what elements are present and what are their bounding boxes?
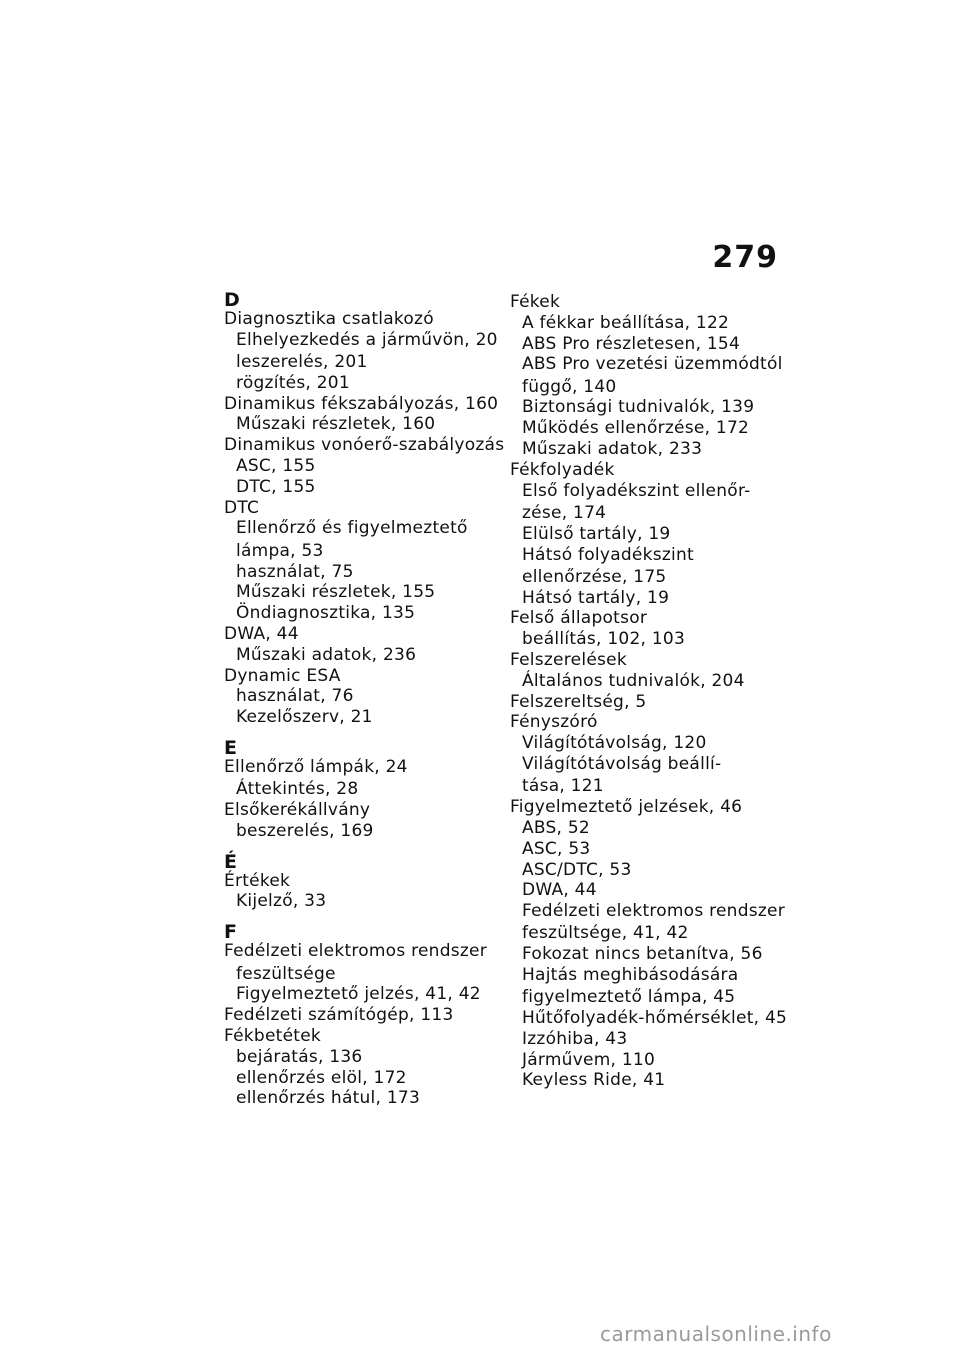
index-subentry: Áttekintés, 28	[236, 779, 359, 800]
index-entry: DWA, 44	[224, 623, 299, 644]
index-subentry: Első folyadékszint ellenőr-	[522, 480, 751, 501]
index-entry: Fedélzeti számítógép, 113	[224, 1005, 454, 1026]
index-subentry: zése, 174	[522, 502, 607, 523]
index-entry: Fékek	[510, 292, 561, 312]
index-letter-heading: F	[224, 921, 237, 944]
index-subentry: Műszaki adatok, 236	[236, 644, 417, 665]
index-subentry: Kijelző, 33	[236, 891, 327, 912]
index-subentry: DWA, 44	[522, 880, 597, 901]
index-entry: Felszereltség, 5	[510, 691, 647, 712]
watermark-text: carmanualsonline.info	[600, 1322, 832, 1346]
index-entry: Elsőkerékállvány	[224, 800, 371, 821]
index-entry: Dynamic ESA	[224, 665, 341, 686]
index-subentry: Fedélzeti elektromos rendszer	[522, 901, 785, 922]
index-subentry: ASC/DTC, 53	[522, 859, 632, 880]
index-subentry: leszerelés, 201	[236, 352, 368, 373]
index-subentry: Működés ellenőrzése, 172	[522, 418, 750, 439]
index-subentry: ellenőrzése, 175	[522, 566, 667, 587]
index-subentry: feszültsége	[236, 963, 336, 984]
index-subentry: Elhelyezkedés a járművön, 20	[236, 329, 498, 350]
page-number: 279	[712, 240, 778, 275]
index-letter-heading: E	[224, 736, 237, 759]
index-subentry: Műszaki adatok, 233	[522, 439, 703, 460]
index-subentry: Ellenőrző és figyelmeztető	[236, 518, 468, 539]
index-subentry: Járművem, 110	[522, 1049, 656, 1070]
index-column-right	[510, 292, 795, 1091]
index-subentry: ellenőrzés elöl, 172	[236, 1067, 407, 1088]
index-entry: Dinamikus vonóerő-szabályozás	[224, 435, 505, 456]
index-subentry: Műszaki részletek, 155	[236, 582, 436, 603]
index-subentry: lámpa, 53	[236, 540, 324, 561]
index-entry: Fedélzeti elektromos rendszer	[224, 941, 487, 962]
index-subentry: Fokozat nincs betanítva, 56	[522, 944, 763, 965]
index-subentry: tása, 121	[522, 776, 604, 797]
index-subentry: használat, 75	[236, 561, 354, 582]
index-subentry: Figyelmeztető jelzés, 41, 42	[236, 984, 481, 1005]
index-entry: Értékek	[224, 870, 291, 891]
index-subentry: Világítótávolság beállí-	[522, 754, 722, 775]
index-subentry: használat, 76	[236, 686, 354, 707]
index-subentry: ASC, 155	[236, 456, 316, 477]
index-subentry: ABS Pro vezetési üzemmódtól	[522, 354, 783, 375]
index-entry: Felső állapotsor	[510, 608, 648, 629]
section-spacer	[224, 728, 509, 740]
index-subentry: Kezelőszerv, 21	[236, 707, 373, 728]
index-subentry: ASC, 53	[522, 838, 591, 859]
index-subentry: ellenőrzés hátul, 173	[236, 1088, 421, 1109]
index-subentry: feszültsége, 41, 42	[522, 923, 689, 944]
index-subentry: Hátsó tartály, 19	[522, 587, 670, 608]
section-spacer	[224, 842, 509, 854]
index-entry: Fékbetétek	[224, 1025, 321, 1046]
index-entry: Ellenőrző lámpák, 24	[224, 756, 408, 777]
index-subentry: rögzítés, 201	[236, 372, 350, 393]
index-subentry: Műszaki részletek, 160	[236, 414, 436, 435]
index-letter-heading: É	[224, 850, 237, 873]
index-subentry: Hajtás meghibásodására	[522, 965, 739, 985]
index-entry: Felszerelések	[510, 650, 627, 671]
section-spacer	[224, 912, 509, 924]
index-entry: DTC	[224, 497, 260, 518]
index-entry: Diagnosztika csatlakozó	[224, 309, 434, 329]
index-subentry: Általános tudnivalók, 204	[522, 670, 745, 691]
index-subentry: Izzóhiba, 43	[522, 1028, 628, 1049]
index-entry: Dinamikus fékszabályozás, 160	[224, 393, 499, 414]
index-entry: Fékfolyadék	[510, 459, 615, 480]
index-subentry: Öndiagnosztika, 135	[236, 603, 416, 624]
index-subentry: Világítótávolság, 120	[522, 733, 707, 754]
index-entry: Fényszóró	[510, 712, 598, 733]
index-subentry: Keyless Ride, 41	[522, 1070, 666, 1091]
index-subentry: beszerelés, 169	[236, 820, 374, 841]
index-subentry: bejáratás, 136	[236, 1046, 363, 1067]
index-subentry: Elülső tartály, 19	[522, 523, 671, 544]
index-subentry: Biztonsági tudnivalók, 139	[522, 397, 755, 418]
index-subentry: Hűtőfolyadék-hőmérséklet, 45	[522, 1008, 788, 1029]
index-subentry: ABS, 52	[522, 817, 590, 838]
index-subentry: függő, 140	[522, 376, 617, 397]
index-subentry: figyelmeztető lámpa, 45	[522, 987, 736, 1008]
index-subentry: beállítás, 102, 103	[522, 629, 686, 650]
index-subentry: A fékkar beállítása, 122	[522, 312, 730, 333]
index-letter-heading: D	[224, 289, 240, 311]
index-subentry: DTC, 155	[236, 476, 316, 497]
index-entry: Figyelmeztető jelzések, 46	[510, 797, 743, 818]
index-subentry: Hátsó folyadékszint	[522, 544, 694, 565]
index-subentry: ABS Pro részletesen, 154	[522, 333, 741, 354]
index-column-left	[224, 289, 509, 1109]
